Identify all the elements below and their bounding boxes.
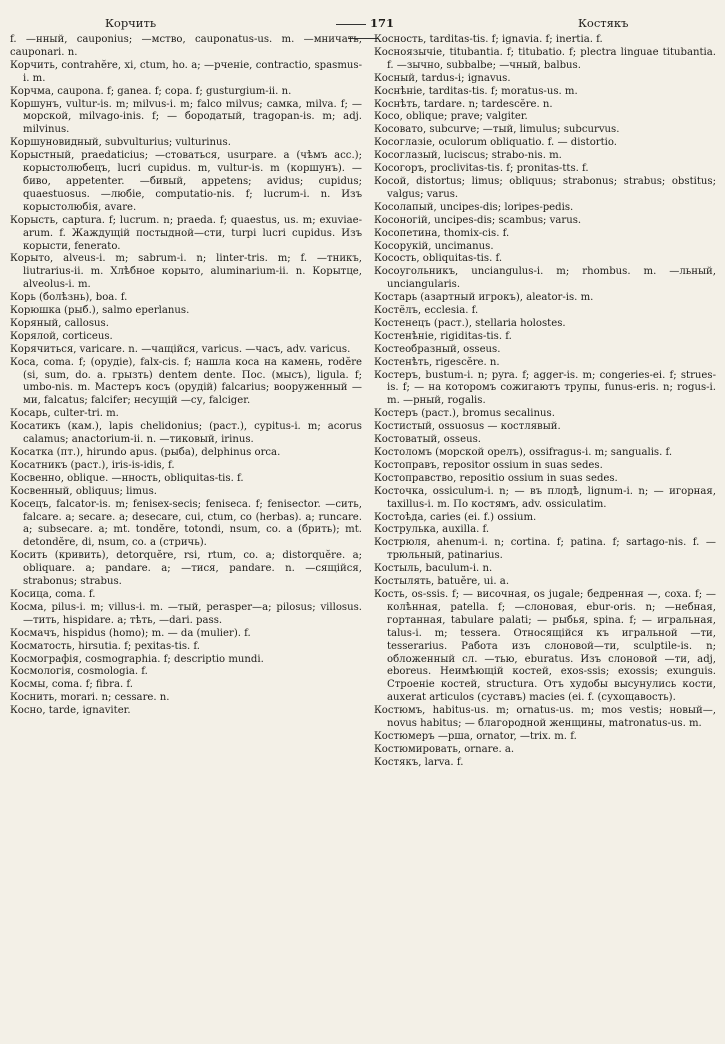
running-head-left: Корчить: [105, 16, 157, 30]
dictionary-entry: Корыто, alveus-i. m; sabrum-i. n; linter-tris. m; f. —тникъ, liutrarius-ii. m. Хлѣбное корыто, aluminarium-ii. n. Корытце, alveolus-i. m.: [10, 253, 362, 291]
page-number: 171: [318, 16, 408, 44]
dictionary-entry: Косточка, ossiculum-i. n; — въ плодѣ, lignum-i. n; — игорная, taxillus-i. m. По костямъ, adv. ossiculatim.: [374, 485, 716, 510]
dictionary-entry: Косорукій, uncimanus.: [374, 240, 494, 252]
dictionary-entry: Корюшка (рыб.), salmo eperlanus.: [10, 305, 190, 317]
dictionary-entry: Костеръ (раст.), bromus secalinus.: [374, 408, 555, 420]
dictionary-entry: Костюмировать, ornare. a.: [374, 743, 515, 755]
dictionary-entry: Косность, tarditas-tis. f; ignavia. f; inertia. f.: [374, 34, 603, 45]
dictionary-entry: Костоватый, osseus.: [374, 434, 481, 446]
dictionary-entry: Корялой, corticeus.: [10, 330, 113, 342]
dictionary-entry: Космачъ, hispidus (homo); m. — da (mulier). f.: [10, 627, 251, 639]
dictionary-entry: Костеобразный, osseus.: [374, 343, 501, 355]
right-column: [374, 34, 716, 1036]
dictionary-entry: Кострулька, auxilla. f.: [374, 524, 490, 536]
dictionary-entry: Косный, tardus-i; ignavus.: [374, 72, 511, 84]
dictionary-entry: Косоногій, uncipes-dis; scambus; varus.: [374, 214, 582, 226]
dictionary-entry: Корячиться, varicare. n. —чащійся, varicus. —часъ, adv. varicus.: [10, 343, 351, 355]
dictionary-entry: Костистый, ossuosus — костлявый.: [374, 421, 561, 433]
dictionary-entry: Коснѣніе, tarditas-tis. f; moratus-us. m.: [374, 85, 578, 97]
dictionary-entry: Косица, coma. f.: [10, 588, 96, 600]
dictionary-entry: Косма, pilus-i. m; villus-i. m. —тый, perasper—a; pilosus; villosus. —тить, hispidare. a; тѣть, —dari. pass.: [10, 601, 362, 626]
dictionary-entry: f. —нный, cauponius; —мство, cauponatus-us. m. —мничать, cauponari. n.: [10, 34, 362, 58]
dictionary-entry: Косарь, culter-tri. m.: [10, 408, 119, 420]
dictionary-entry: Коршунъ, vultur-is. m; milvus-i. m; falco milvus; самка, milva. f; — морской, milvago-inis. f; — бородатый, tragopan-is. m; adj. milvinus.: [10, 98, 362, 136]
dictionary-entry: Костюмеръ —рша, ornator, —trix. m. f.: [374, 730, 577, 742]
dictionary-entry: Коса, coma. f; (орудіе), falx-cis. f; нашла коса на камень, rodĕre (si, sum, do. a. грызть) dentem dente. Пос. (мысъ), ligula. f; umbo-nis. m. Мастеръ косъ (орудій) falcarius; вооруженный —ми, falcatus; falcifer; несущій —су, falciger.: [10, 356, 362, 407]
left-column: [10, 34, 362, 1036]
running-head-right: Костякъ: [578, 16, 629, 30]
dictionary-entry: Костылять, batuĕre, ui. a.: [374, 576, 510, 588]
dictionary-entry: Корыстный, praedaticius; —стоваться, usurpare. a (чѣмъ acc.); корыстолюбецъ, lucri cupidus. m, vultur-is. m (коршунъ). —бивo, appetenter. —бивый, appetens; avidus; cupidus; quaestuosus. —любіе, computatio-nis. f; lucrum-i. n. Изъ корыстолюбія, avare.: [10, 150, 362, 213]
dictionary-entry: Костоѣда, caries (ei. f.) ossium.: [374, 511, 537, 523]
dictionary-entry: Корчить, contrahĕre, xi, ctum, ho. a; —рченіе, contractio, spasmus-i. m.: [10, 59, 362, 84]
dictionary-entry: Косоугольникъ, unciangulus-i. m; rhombus. m. —льный, unciangularis.: [374, 266, 716, 291]
dictionary-entry: Космографія, cosmographia. f; descriptio mundi.: [10, 653, 264, 665]
dictionary-entry: Костенецъ (раст.), stellaria holostes.: [374, 317, 566, 329]
dictionary-entry: Косопетина, thomix-cis. f.: [374, 227, 510, 239]
dictionary-entry: Коршуновидный, subvulturius; vulturinus.: [10, 137, 231, 149]
dictionary-entry: Косолапый, uncipes-dis; loripes-pedis.: [374, 201, 574, 213]
dictionary-entry: Корчма, caupona. f; ganea. f; copa. f; gusturgium-ii. n.: [10, 85, 292, 97]
dictionary-entry: Косноязычіе, titubantia. f; titubatio. f; plectra linguae titubantia. f. —зычно, subbalbe; —чный, balbus.: [374, 46, 716, 71]
dictionary-entry: Космологія, cosmologia. f.: [10, 666, 148, 678]
dictionary-entry: Косатка (пт.), hirundo apus. (рыба), delphinus orca.: [10, 447, 281, 458]
dictionary-entry: Косатикъ (кам.), lapis chelidonius; (раст.), cypitus-i. m; acorus calamus; anactorium-ii. n. —тиковый, irinus.: [10, 421, 362, 446]
dictionary-entry: Косатникъ (раст.), iris-is-idis, f.: [10, 459, 175, 471]
dictionary-entry: Косоглазіе, oculorum obliquatio. f. — distortio.: [374, 137, 617, 149]
dictionary-entry: Коснить, morari. n; cessare. n.: [10, 692, 170, 704]
dictionary-entry: Косость, obliquitas-tis. f.: [374, 253, 503, 265]
dictionary-entry: Костоправъ, repositor ossium in suas sedes.: [374, 459, 603, 471]
dictionary-entry: Косматость, hirsutia. f; pexitas-tis. f.: [10, 640, 201, 652]
dictionary-entry: Коряный, callosus.: [10, 317, 109, 329]
dictionary-entry: Косвенный, obliquus; limus.: [10, 485, 157, 497]
dictionary-entry: Косоглазый, luciscus; strabo-nis. m.: [374, 150, 562, 162]
dictionary-entry: Корысть, captura. f; lucrum. n; praeda. f; quaestus, us. m; exuviae-arum. f. Жаждущій постыдной—сти, turpi lucri cupidus. Изъ корысти, fenerato.: [10, 214, 362, 252]
dictionary-entry: Костенѣть, rigescĕre. n.: [374, 356, 500, 368]
dictionary-entry: Коснѣть, tardare. n; tardescĕre. n.: [374, 98, 553, 110]
dictionary-entry: Косо, oblique; prave; valgiter.: [374, 111, 528, 123]
dictionary-entry: Косвенно, oblique. —нность, obliquitas-tis. f.: [10, 472, 244, 484]
dictionary-entry: Косой, distortus; limus; obliquus; strabonus; strabus; obstitus; valgus; varus.: [374, 175, 716, 200]
dictionary-entry: Косовато, subcurve; —тый, limulus; subcurvus.: [374, 124, 620, 136]
dictionary-entry: Костенѣніе, rigiditas-tis. f.: [374, 330, 512, 342]
dictionary-entry: Костёлъ, ecclesia. f.: [374, 305, 479, 317]
dictionary-entry: Костоломъ (морской орелъ), ossifragus-i. m; sangualis. f.: [374, 447, 673, 458]
dictionary-entry: Костякъ, larva. f.: [374, 756, 464, 768]
dictionary-entry: Косецъ, falcator-is. m; fenisex-secis; feniseca. f; fenisector. —сить, falcare. a; secare. a; desecare, cui, ctum, со (herbas). a; runcare. a; subsecare. a; mt. tondĕre, totondi, nsum, co. a (брить); mt. detondĕre, di, nsum, co. a (стричь).: [10, 498, 362, 549]
dictionary-entry: Косить (кривить), detorquĕre, rsi, rtum, co. a; distorquĕre. a; obliquare. a; pandare. a; —тися, pandare. n. —сящійся, strabonus; strabus.: [10, 550, 362, 588]
dictionary-entry: Космы, coma. f; fibra. f.: [10, 679, 133, 691]
dictionary-entry: Костыль, baculum-i. n.: [374, 563, 493, 575]
dictionary-entry: Костюмъ, habitus-us. m; ornatus-us. m; mos vestis; новый—, novus habitus; — благородной женщины, matronatus-us. m.: [374, 705, 716, 730]
dictionary-entry: Косно, tarde, ignaviter.: [10, 705, 131, 717]
dictionary-entry: Костоправство, repositio ossium in suas sedes.: [374, 472, 618, 484]
dictionary-entry: Костарь (азартный игрокъ), aleator-is. m.: [374, 292, 594, 304]
dictionary-entry: Костеръ, bustum-i. n; pyra. f; agger-is. m; congeries-ei. f; strues-is. f; — на которомъ сожигаютъ трупы, funus-eris. n; rogus-i. m. —рный, rogalis.: [374, 369, 716, 407]
dictionary-entry: Корь (болѣзнь), boa. f.: [10, 292, 128, 304]
dictionary-entry: Косогоръ, proclivitas-tis. f; pronitas-tts. f.: [374, 163, 589, 175]
dictionary-entry: Кострюля, ahenum-i. n; cortina. f; patina. f; sartago-nis. f. —трюльный, patinarius.: [374, 537, 716, 562]
dictionary-entry: Кость, os-ssis. f; — височная, os jugale; бедренная —, coxa. f; —колѣнная, patella. f; —слоновая, ebur-oris. n; —небная, гортанная, tabulare palati; — рыбья, spina. f; — игральная, talus-i. m; tessera. Относящійся къ игральной —ти, tesserarius. Работа изъ слоновой—ти, sculptile-is. n; обложенный сл. —тью, eburatus. Изъ слоновой —ти, adj, eboreus. Неимѣющій костей, exos-ssis; exossis; exunguis. Строеніе костей, structura. Отъ худобы высунулись кости, auxerat articulos (суставъ) macies (ei. f. (сухощавость).: [374, 588, 716, 704]
